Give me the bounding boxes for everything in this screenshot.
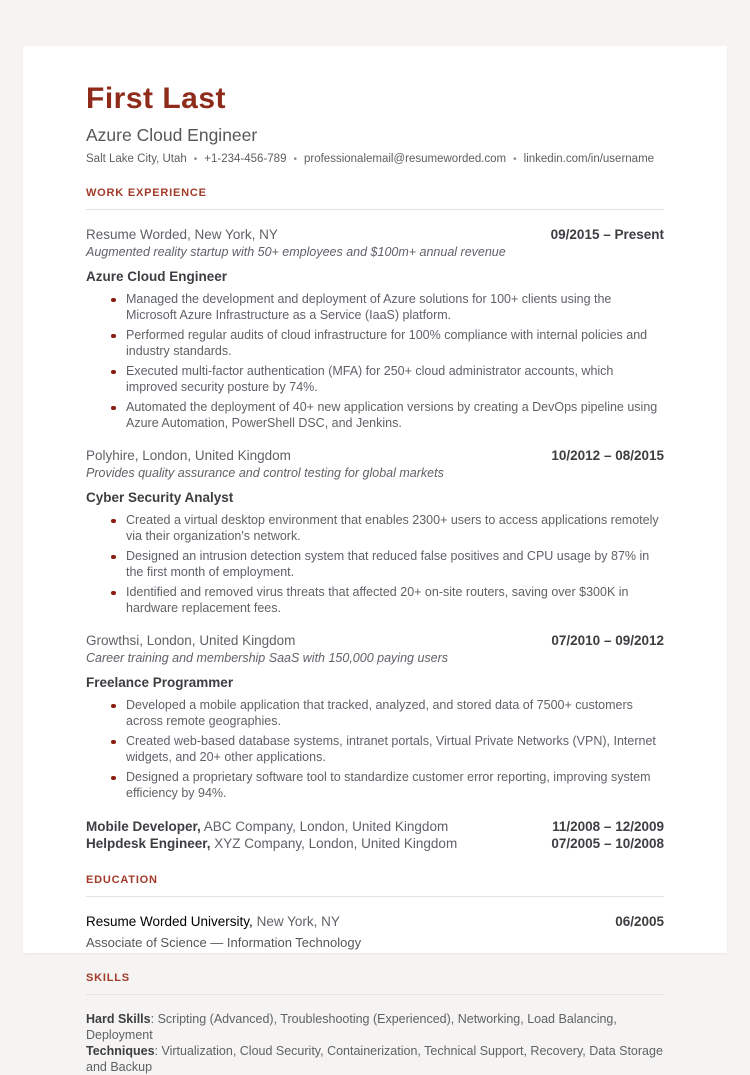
section-divider: [86, 994, 664, 995]
role-dates: 11/2008 – 12/2009: [552, 819, 664, 834]
school-text: [86, 914, 340, 931]
job-entry: [86, 227, 664, 431]
bullet-item: Created a virtual desktop environment that enables 2300+ users to access applications remotely via their organization's network.: [86, 513, 664, 544]
job-title: Freelance Programmer: [86, 675, 234, 690]
job-dates: 07/2010 – 09/2012: [551, 633, 664, 648]
job-title: Azure Cloud Engineer: [86, 269, 228, 284]
section-divider: [86, 896, 664, 897]
job-entry: [86, 448, 664, 616]
section-heading-education: EDUCATION: [86, 874, 158, 886]
bullet-item: Designed an intrusion detection system that reduced false positives and CPU usage by 87% in the first month of employment.: [86, 549, 664, 580]
section-heading-work: WORK EXPERIENCE: [86, 187, 207, 199]
skill-values: : Scripting (Advanced), Troubleshooting (Experienced), Networking, Load Balancing, Deployment: [86, 1011, 617, 1042]
contact-phone: +1-234-456-789: [204, 153, 287, 165]
role-title: Helpdesk Engineer,: [86, 835, 211, 851]
company-description: Provides quality assurance and control testing for global markets: [86, 466, 444, 480]
bullet-list: [86, 698, 664, 801]
skill-line: [86, 1043, 664, 1075]
bullet-separator: •: [513, 154, 517, 165]
resume-header: [86, 82, 664, 165]
bullet-item: Developed a mobile application that tracked, analyzed, and stored data of 7500+ customers across remote geographies.: [86, 698, 664, 729]
contact-email: professionalemail@resumeworded.com: [303, 153, 507, 165]
education-entry-head: [86, 914, 664, 931]
company-description: Career training and membership SaaS with 150,000 paying users: [86, 651, 449, 665]
role-dates: 07/2005 – 10/2008: [551, 835, 664, 851]
section-heading-skills: SKILLS: [86, 971, 130, 984]
candidate-name: First Last: [86, 82, 227, 115]
skill-line: [86, 1011, 664, 1043]
job-entry-head: [86, 633, 664, 648]
school-name: Resume Worded University,: [86, 914, 253, 929]
contact-linkedin: linkedin.com/in/username: [523, 153, 655, 165]
role-line: [86, 819, 664, 836]
degree: Associate of Science — Information Technology: [86, 934, 362, 950]
company-name: Polyhire, London, United Kingdom: [86, 448, 291, 463]
education-entry: [86, 914, 664, 950]
section-education: [86, 874, 664, 950]
bullet-item: Created web-based database systems, intranet portals, Virtual Private Networks (VPN), Internet widgets, and 20+ other applications.: [86, 734, 664, 765]
bullet-separator: •: [293, 154, 297, 165]
candidate-title: Azure Cloud Engineer: [86, 125, 258, 145]
bullet-item: Designed a proprietary software tool to standardize customer error reporting, improving system efficiency by 94%.: [86, 770, 664, 801]
skill-values: : Virtualization, Cloud Security, Containerization, Technical Support, Recovery, Data Storage and Backup: [86, 1043, 663, 1074]
role-company: XYZ Company, London, United Kingdom: [210, 835, 458, 851]
contact-location: Salt Lake City, Utah: [86, 153, 187, 165]
bullet-item: Managed the development and deployment of Azure solutions for 100+ clients using the Microsoft Azure Infrastructure as a Service (IaaS) platform.: [86, 292, 664, 323]
section-divider: [86, 209, 664, 210]
resume-page: [23, 46, 727, 1074]
skill-label: Hard Skills: [86, 1011, 151, 1026]
role-company-text: [86, 819, 448, 836]
skills-block: [86, 1011, 664, 1075]
contact-line: [86, 153, 664, 165]
section-work-experience: [86, 187, 664, 852]
bullet-list: [86, 292, 664, 431]
job-entry-head: [86, 448, 664, 463]
role-company-text: [86, 836, 457, 853]
company-description: Augmented reality startup with 50+ employees and $100m+ annual revenue: [86, 245, 506, 259]
other-roles: [86, 819, 664, 852]
role-company: ABC Company, London, United Kingdom: [200, 819, 449, 834]
company-name: Resume Worded, New York, NY: [86, 227, 278, 242]
role-title: Mobile Developer,: [86, 819, 201, 834]
skill-label: Techniques: [86, 1043, 155, 1058]
job-dates: 09/2015 – Present: [550, 227, 664, 242]
company-name: Growthsi, London, United Kingdom: [86, 633, 296, 648]
bullet-item: Identified and removed virus threats that affected 20+ on-site routers, saving over $300K in hardware replacement fees.: [86, 585, 664, 616]
bullet-item: Automated the deployment of 40+ new application versions by creating a DevOps pipeline using Azure Automation, PowerShell DSC, and Jenkins.: [86, 400, 664, 431]
bullet-item: Executed multi-factor authentication (MFA) for 250+ cloud administrator accounts, which improved security posture by 74%.: [86, 364, 664, 395]
job-entry-head: [86, 227, 664, 242]
role-line: [86, 836, 664, 853]
bullet-list: [86, 513, 664, 616]
job-dates: 10/2012 – 08/2015: [551, 448, 664, 463]
bullet-separator: •: [193, 154, 198, 165]
section-skills: [86, 972, 664, 1075]
education-dates: 06/2005: [615, 914, 664, 929]
job-entry: [86, 633, 664, 801]
job-title: Cyber Security Analyst: [86, 490, 234, 505]
bullet-item: Performed regular audits of cloud infrastructure for 100% compliance with internal policies and industry standards.: [86, 328, 664, 359]
school-location: New York, NY: [252, 914, 340, 929]
